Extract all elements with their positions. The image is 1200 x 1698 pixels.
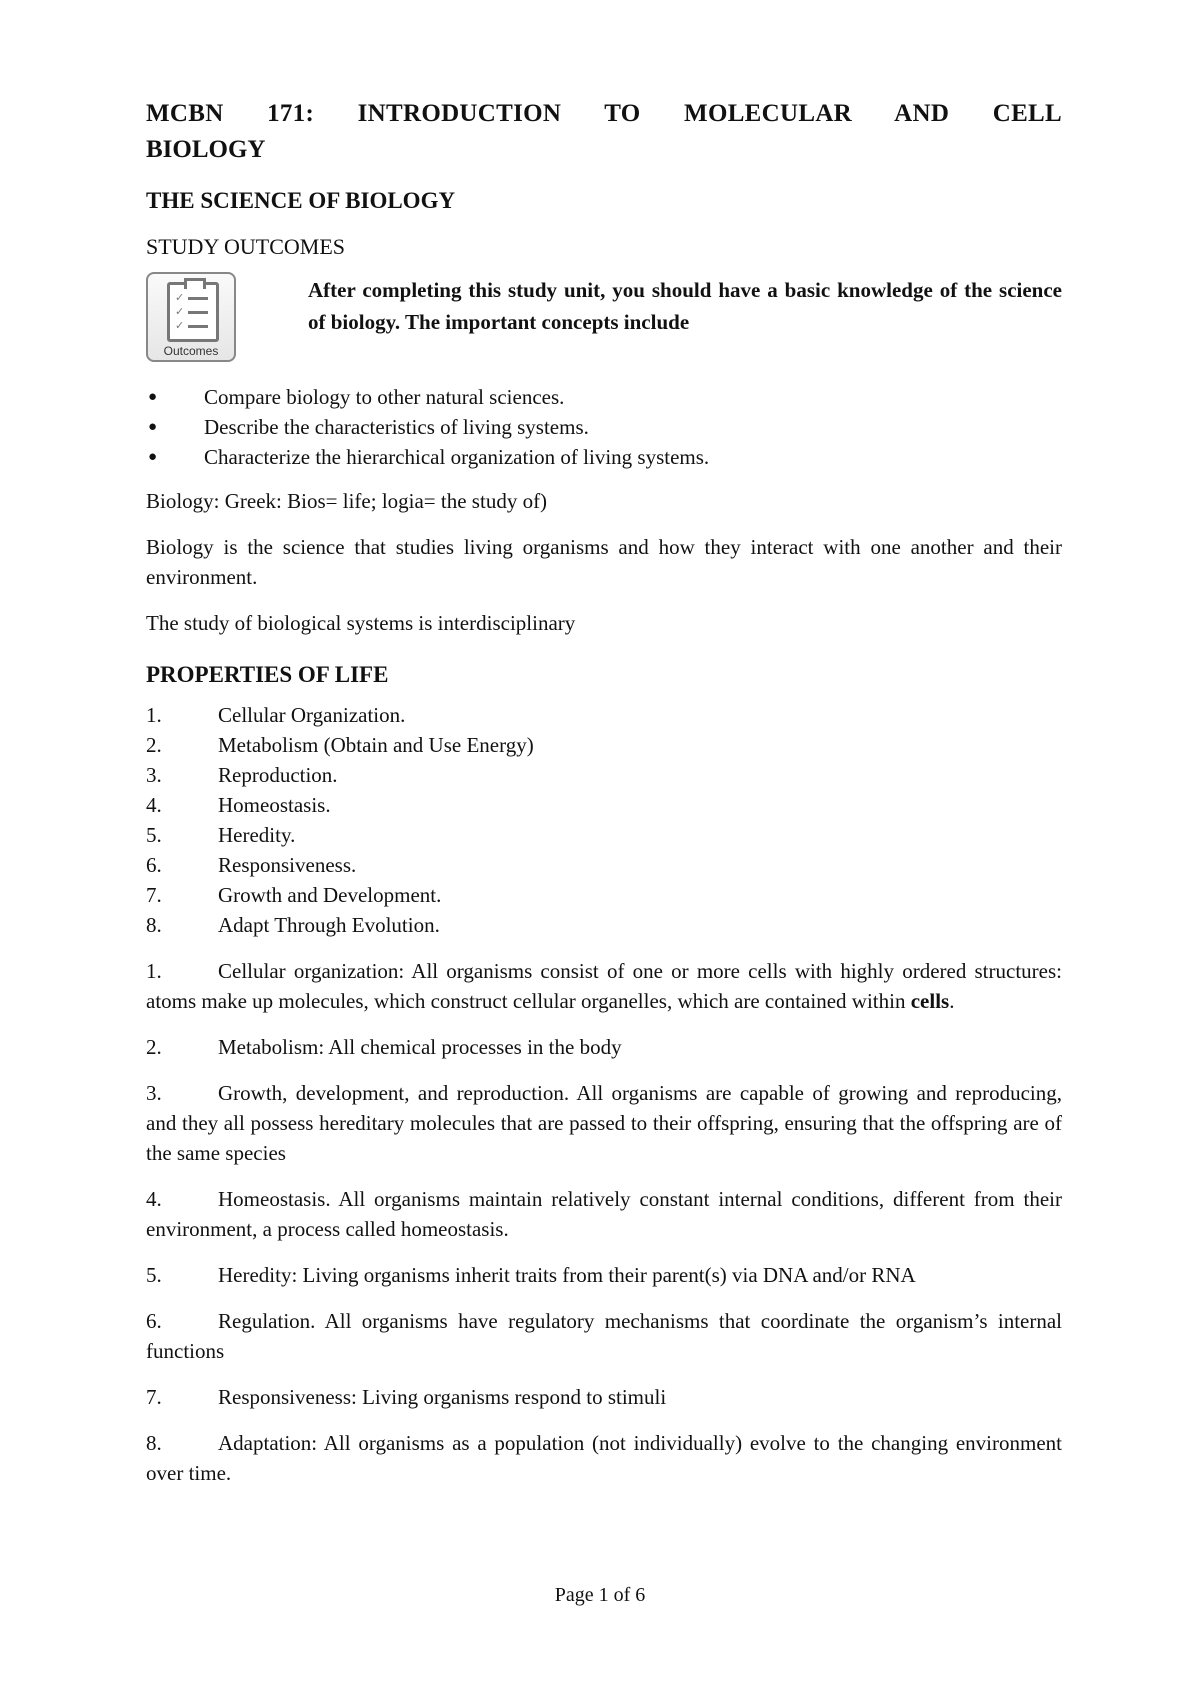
outcomes-clipboard-icon <box>146 272 236 362</box>
outcomes-icon-label: Outcomes <box>163 344 219 358</box>
item-number: 2. <box>146 733 162 757</box>
paragraph-number: 3. <box>146 1081 162 1105</box>
item-number: 8. <box>146 913 162 937</box>
list-item <box>146 820 1062 850</box>
paragraph-text: Metabolism: All chemical processes in the body <box>218 1035 622 1059</box>
paragraph-text: Regulation. All organisms have regulatory mechanisms that coordinate the organism’s internal functions <box>146 1309 1062 1363</box>
paragraph-number: 6. <box>146 1309 162 1333</box>
definition-paragraph: Biology is the science that studies living organisms and how they interact with one another and their environment. <box>146 535 1062 589</box>
document-page <box>146 96 1062 1504</box>
item-text: Reproduction. <box>218 763 338 787</box>
section-title: THE SCIENCE OF BIOLOGY <box>146 188 456 213</box>
checklist-line <box>188 325 208 328</box>
detail-paragraph <box>146 1032 1062 1062</box>
paragraph-text: Responsiveness: Living organisms respond to stimuli <box>218 1385 667 1409</box>
paragraph-number: 7. <box>146 1385 162 1409</box>
item-number: 5. <box>146 823 162 847</box>
detail-paragraph <box>146 1078 1062 1168</box>
clipboard-clip <box>184 278 206 289</box>
bullet-item: ● Describe the characteristics of living systems. <box>146 412 1062 442</box>
detail-paragraph <box>146 956 1062 1016</box>
list-item <box>146 910 1062 940</box>
study-outcomes-heading: STUDY OUTCOMES <box>146 234 346 259</box>
item-text: Adapt Through Evolution. <box>218 913 440 937</box>
paragraph-number: 2. <box>146 1035 162 1059</box>
properties-list <box>146 700 1062 940</box>
item-number: 6. <box>146 853 162 877</box>
course-title-line-2: BIOLOGY <box>146 136 266 163</box>
list-item <box>146 700 1062 730</box>
list-item <box>146 730 1062 760</box>
paragraph-text: Homeostasis. All organisms maintain relatively constant internal conditions, different from their environment, a process called homeostasis. <box>146 1187 1062 1241</box>
item-text: Metabolism (Obtain and Use Energy) <box>218 733 534 757</box>
paragraph-text: Growth, development, and reproduction. All organisms are capable of growing and reproducing, and they all possess hereditary molecules that are passed to their offspring, ensuring that the offspring are of the same species <box>146 1081 1062 1165</box>
course-title-line-1: MCBN 171: INTRODUCTION TO MOLECULAR AND CELL <box>146 100 1062 127</box>
check-icon: ✓ <box>175 305 185 318</box>
page-footer: Page 1 of 6 <box>554 1584 646 1606</box>
paragraph-number: 5. <box>146 1263 162 1287</box>
item-text: Homeostasis. <box>218 793 331 817</box>
paragraph-text: Heredity: Living organisms inherit traits from their parent(s) via DNA and/or RNA <box>218 1263 916 1287</box>
bullet-item: ● Characterize the hierarchical organization of living systems. <box>146 442 1062 472</box>
check-icon: ✓ <box>175 291 185 304</box>
clipboard-body <box>167 282 219 342</box>
item-number: 3. <box>146 763 162 787</box>
item-number: 4. <box>146 793 162 817</box>
detail-paragraph <box>146 1184 1062 1244</box>
detail-paragraph <box>146 1306 1062 1366</box>
outcomes-intro: After completing this study unit, you should have a basic knowledge of the science of biology. The important concepts include <box>308 278 1062 334</box>
bullet-item: ● Compare biology to other natural sciences. <box>146 382 1062 412</box>
detail-paragraph <box>146 1382 1062 1412</box>
bold-term: cells <box>910 989 950 1013</box>
paragraph-tail: . <box>949 989 955 1013</box>
list-item <box>146 790 1062 820</box>
list-item <box>146 760 1062 790</box>
detail-paragraph <box>146 1428 1062 1488</box>
paragraph-text: Adaptation: All organisms as a population (not individually) evolve to the changing environment over time. <box>146 1431 1062 1485</box>
detail-paragraph <box>146 1260 1062 1290</box>
item-number: 1. <box>146 703 162 727</box>
item-text: Heredity. <box>218 823 296 847</box>
item-number: 7. <box>146 883 162 907</box>
checklist-line <box>188 297 208 300</box>
properties-heading: PROPERTIES OF LIFE <box>146 662 389 687</box>
etymology-paragraph: Biology: Greek: Bios= life; logia= the study of) <box>146 489 548 513</box>
paragraph-text: Cellular organization: All organisms consist of one or more cells with highly ordered structures: atoms make up molecules, which construct cellular organelles, which are contained within <box>146 959 1062 1013</box>
check-icon: ✓ <box>175 319 185 332</box>
paragraph-number: 8. <box>146 1431 162 1455</box>
paragraph-number: 1. <box>146 959 162 983</box>
interdisciplinary-paragraph: The study of biological systems is interdisciplinary <box>146 611 576 635</box>
item-text: Cellular Organization. <box>218 703 406 727</box>
item-text: Growth and Development. <box>218 883 442 907</box>
list-item <box>146 850 1062 880</box>
paragraph-number: 4. <box>146 1187 162 1211</box>
outcomes-bullet-list <box>146 382 1062 472</box>
list-item <box>146 880 1062 910</box>
item-text: Responsiveness. <box>218 853 357 877</box>
checklist-line <box>188 311 208 314</box>
outcomes-block <box>146 272 1062 362</box>
